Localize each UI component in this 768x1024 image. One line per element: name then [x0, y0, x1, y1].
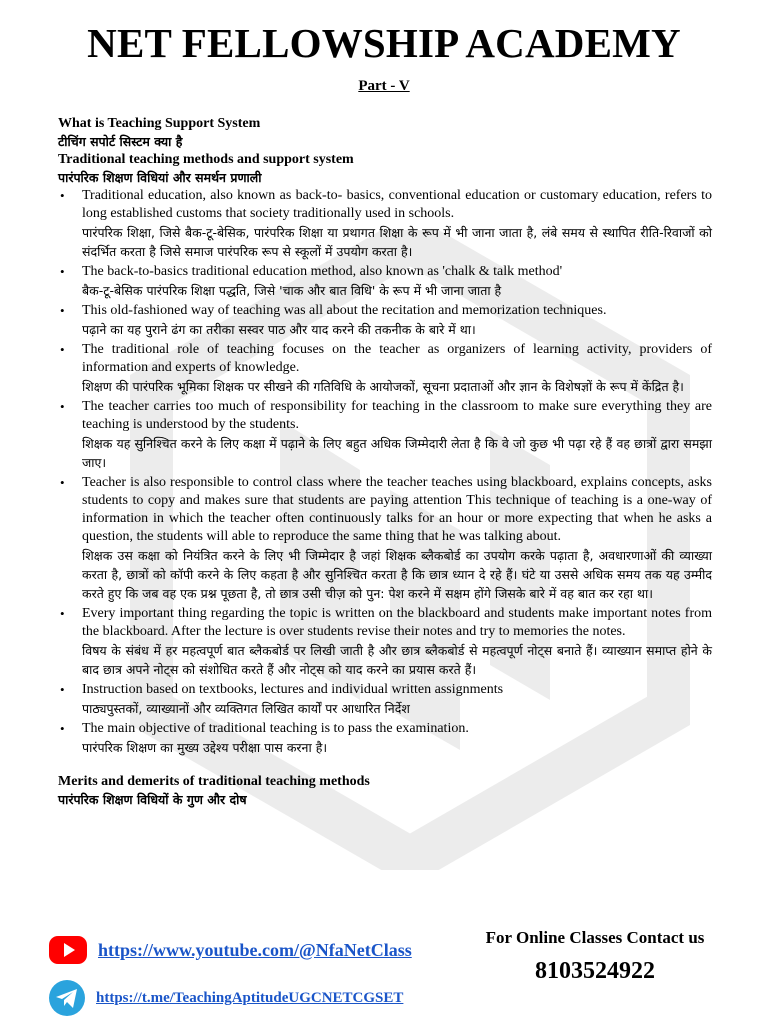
telegram-link[interactable]: https://t.me/TeachingAptitudeUGCNETCGSET — [96, 989, 404, 1006]
point-text-hindi: विषय के संबंध में हर महत्वपूर्ण बात ब्लैकबोर्ड पर लिखी जाती है और छात्र ब्लैकबोर्ड से महत्वपूर्ण नोट्स बनाते हैं। व्याख्यान समाप्त होने के बाद छात्र अपने नोट्स को संशोधित करते हैं और नोट्स को याद करने का प्रयास करते हैं। — [82, 643, 712, 677]
bullet-icon: • — [60, 188, 65, 203]
list-item — [58, 341, 712, 396]
main-content — [58, 115, 712, 809]
point-text: Every important thing regarding the topic is written on the blackboard and students make important notes from the blackboard. After the lecture is over students revise their notes and try to memories the notes. — [82, 606, 712, 639]
merits-heading: Merits and demerits of traditional teaching methods — [58, 774, 370, 789]
point-text-hindi: शिक्षण की पारंपरिक भूमिका शिक्षक पर सीखने की गतिविधि के आयोजकों, सूचना प्रदाताओं और ज्ञान के विशेषज्ञों के रूप में केंद्रित है। — [82, 379, 684, 394]
bullet-icon: • — [60, 475, 65, 490]
question-heading: What is Teaching Support System — [58, 116, 261, 131]
point-text-hindi: शिक्षक यह सुनिश्चित करने के लिए कक्षा में पढ़ाने के लिए बहुत अधिक जिम्मेदारी लेता है कि वे जो कुछ भी पढ़ा रहे हैं वह छात्रों द्वारा समझा जाए। — [82, 436, 712, 470]
point-text: Instruction based on textbooks, lectures and individual written assignments — [82, 682, 504, 697]
point-text: This old-fashioned way of teaching was all about the recitation and memorization techniques. — [82, 303, 607, 318]
list-item — [58, 720, 712, 757]
list-item — [58, 187, 712, 261]
point-text: Teacher is also responsible to control class where the teacher teaches using blackboard, explains concepts, asks students to copy and makes sure that students are paying attention This technique of teaching is a one-way of information in which the teacher often continuously talks for an hour or more expecting that when he asks a question, the students will able to reproduce the same thing that he was talking about. — [82, 475, 712, 544]
point-text-hindi: बैक-टू-बेसिक पारंपरिक शिक्षा पद्धति, जिसे 'चाक और बात विधि' के रूप में भी जाना जाता है — [82, 283, 502, 298]
bullet-icon: • — [60, 721, 65, 736]
bullet-icon: • — [60, 399, 65, 414]
bullet-icon: • — [60, 264, 65, 279]
list-item — [58, 302, 712, 339]
telegram-icon[interactable] — [48, 979, 86, 1017]
bullet-icon: • — [60, 682, 65, 697]
bullet-icon: • — [60, 342, 65, 357]
point-text: The traditional role of teaching focuses on the teacher as organizers of learning activity, providers of information and experts of knowledge. — [82, 342, 712, 375]
point-text-hindi: पाठ्यपुस्तकों, व्याख्यानों और व्यक्तिगत लिखित कार्यों पर आधारित निर्देश — [82, 701, 410, 716]
point-text: Traditional education, also known as back-to- basics, conventional education or customary education, refers to long established customs that society traditionally used in schools. — [82, 188, 712, 221]
point-text: The main objective of traditional teaching is to pass the examination. — [82, 721, 469, 736]
point-text-hindi: पारंपरिक शिक्षण का मुख्य उद्देश्य परीक्षा पास करना है। — [82, 740, 328, 755]
question-heading-hindi: टीचिंग सपोर्ट सिस्टम क्या है — [58, 134, 183, 149]
list-item — [58, 263, 712, 300]
point-text: The teacher carries too much of responsibility for teaching in the classroom to make sure everything they are teaching is understood by the students. — [82, 399, 712, 432]
point-text-hindi: पारंपरिक शिक्षा, जिसे बैक-टू-बेसिक, पारंपरिक शिक्षा या प्रथागत शिक्षा के रूप में भी जाना जाता है, लंबे समय से स्थापित रीति-रिवाजों को संदर्भित करता है जिसे समाज पारंपरिक रूप से स्कूलों में उपयोग करता है। — [82, 225, 712, 259]
youtube-icon[interactable] — [48, 934, 88, 966]
section-heading: Traditional teaching methods and support system — [58, 152, 354, 167]
list-item — [58, 474, 712, 603]
point-text-hindi: पढ़ाने का यह पुराने ढंग का तरीका सस्वर पाठ और याद करने की तकनीक के बारे में था। — [82, 322, 476, 337]
merits-heading-hindi: पारंपरिक शिक्षण विधियों के गुण और दोष — [58, 792, 247, 807]
bullet-icon: • — [60, 303, 65, 318]
point-text: The back-to-basics traditional education method, also known as 'chalk & talk method' — [82, 264, 563, 279]
contact-label: For Online Classes Contact us — [485, 928, 705, 947]
telegram-row — [48, 978, 448, 1018]
phone-number[interactable]: 8103524922 — [535, 958, 655, 984]
bullet-icon: • — [60, 606, 65, 621]
section-heading-hindi: पारंपरिक शिक्षण विधियां और समर्थन प्रणाली — [58, 170, 262, 185]
list-item — [58, 681, 712, 718]
youtube-row — [48, 930, 448, 970]
point-text-hindi: शिक्षक उस कक्षा को नियंत्रित करने के लिए भी जिम्मेदार है जहां शिक्षक ब्लैकबोर्ड का उपयोग करके पढ़ाता है, अवधारणाओं की व्याख्या करता है, छात्रों को कॉपी करने के लिए कहता है और सुनिश्चित करता है कि छात्र ध्यान दे रहे हैं। घंटे या उससे अधिक समय तक यह उम्मीद करते हुए कि जब वह एक प्रश्न पूछता है, तो छात्र उसी चीज़ को पुन: पेश करने में सक्षम होंगे जिसके बारे में वह बात कर रहा था। — [82, 548, 712, 601]
list-item — [58, 398, 712, 472]
youtube-link[interactable]: https://www.youtube.com/@NfaNetClass — [98, 939, 412, 960]
page-title: NET FELLOWSHIP ACADEMY — [87, 20, 681, 66]
bullet-list — [58, 187, 712, 757]
part-label: Part - V — [358, 78, 410, 94]
list-item — [58, 605, 712, 679]
